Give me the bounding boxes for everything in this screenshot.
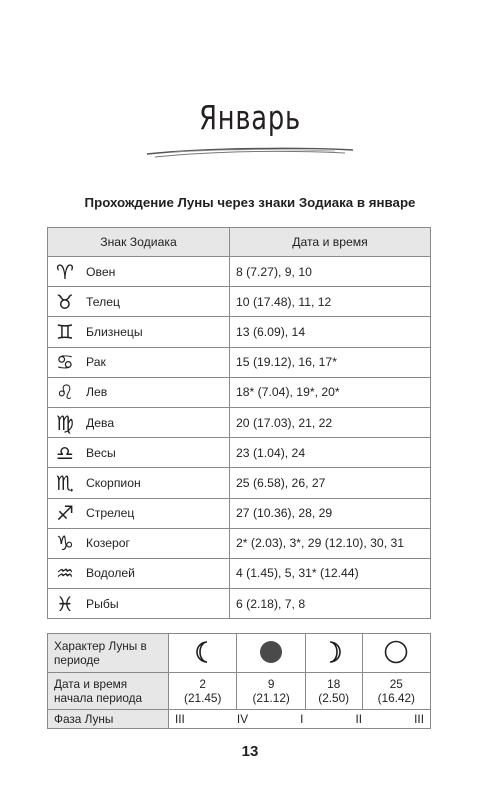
dates-cell: 10 (17.48), 11, 12 <box>230 287 431 317</box>
moon-character-row <box>48 634 431 673</box>
phase-date: 18 (2.50) <box>305 673 362 710</box>
table-row <box>48 589 431 619</box>
zodiac-table <box>47 227 431 619</box>
sign-cell <box>48 407 230 437</box>
moon-phase-row <box>48 710 431 729</box>
dates-cell: 23 (1.04), 24 <box>230 438 431 468</box>
phase-numerals <box>169 710 431 729</box>
sign-name: Лев <box>86 385 108 400</box>
sign-cell <box>48 377 230 407</box>
sign-cell <box>48 347 230 377</box>
table-header-row <box>48 228 431 257</box>
sign-cell <box>48 589 230 619</box>
table-row <box>48 257 431 287</box>
table-row <box>48 347 431 377</box>
phase-date: 25 (16.42) <box>362 673 430 710</box>
dates-cell: 25 (6.58), 26, 27 <box>230 468 431 498</box>
table-row <box>48 558 431 588</box>
new-moon-icon <box>237 634 305 673</box>
cancer-icon: ♋ <box>56 350 74 375</box>
waxing-crescent-icon <box>305 634 362 673</box>
aries-icon: ♈ <box>56 259 74 284</box>
table-row <box>48 317 431 347</box>
waning-crescent-icon <box>169 634 237 673</box>
sign-name: Рак <box>86 355 106 370</box>
sign-name: Овен <box>86 264 116 279</box>
dates-cell: 2* (2.03), 3*, 29 (12.10), 30, 31 <box>230 528 431 558</box>
sign-cell <box>48 468 230 498</box>
phase-date: 2 (21.45) <box>169 673 237 710</box>
sign-cell <box>48 257 230 287</box>
sign-cell <box>48 558 230 588</box>
header-dates: Дата и время <box>230 228 431 257</box>
sign-name: Водолей <box>86 566 135 581</box>
dates-cell: 20 (17.03), 21, 22 <box>230 407 431 437</box>
sign-name: Весы <box>86 445 116 460</box>
header-sign: Знак Зодиака <box>48 228 230 257</box>
table-row <box>48 468 431 498</box>
sign-name: Стрелец <box>86 506 135 521</box>
sign-name: Козерог <box>86 536 130 551</box>
libra-icon: ♎ <box>56 440 74 465</box>
dates-cell: 4 (1.45), 5, 31* (12.44) <box>230 558 431 588</box>
phase-numeral: III <box>414 712 424 726</box>
taurus-icon: ♉ <box>56 289 74 314</box>
sign-cell <box>48 317 230 347</box>
sign-name: Телец <box>86 294 121 309</box>
sign-name: Рыбы <box>86 596 119 611</box>
sign-name: Дева <box>86 415 115 430</box>
dates-cell: 27 (10.36), 28, 29 <box>230 498 431 528</box>
table-row <box>48 377 431 407</box>
moon-date-label: Дата и время начала периода <box>48 673 169 710</box>
capricorn-icon: ♑ <box>56 531 74 556</box>
sagittarius-icon: ♐ <box>56 501 74 526</box>
table-row <box>48 528 431 558</box>
moon-date-row <box>48 673 431 710</box>
table-row <box>48 438 431 468</box>
aquarius-icon: ♒ <box>56 561 74 586</box>
moon-character-label: Характер Луны в периоде <box>48 634 169 673</box>
phase-date: 9 (21.12) <box>237 673 305 710</box>
leo-icon: ♌ <box>56 380 74 405</box>
pisces-icon: ♓ <box>56 591 74 616</box>
page-title: Январь <box>199 98 301 137</box>
table-row <box>48 407 431 437</box>
moon-phase-table <box>47 633 431 729</box>
phase-numeral: II <box>355 712 363 726</box>
phase-numeral: IV <box>236 712 249 726</box>
page-number: 13 <box>241 743 259 760</box>
sign-name: Скорпион <box>86 475 141 490</box>
sign-cell <box>48 287 230 317</box>
table-row <box>48 498 431 528</box>
dates-cell: 18* (7.04), 19*, 20* <box>230 377 431 407</box>
moon-phase-label: Фаза Луны <box>48 710 169 729</box>
full-moon-icon <box>362 634 430 673</box>
sign-cell <box>48 438 230 468</box>
table-row <box>48 287 431 317</box>
gemini-icon: ♊ <box>56 319 74 344</box>
phase-numeral: I <box>300 712 304 726</box>
virgo-icon: ♍ <box>56 410 74 435</box>
title-underline <box>145 144 355 160</box>
table-subtitle: Прохождение Луны через знаки Зодиака в январе <box>84 195 416 210</box>
dates-cell: 6 (2.18), 7, 8 <box>230 589 431 619</box>
dates-cell: 15 (19.12), 16, 17* <box>230 347 431 377</box>
dates-cell: 8 (7.27), 9, 10 <box>230 257 431 287</box>
sign-cell <box>48 498 230 528</box>
phase-numeral: III <box>175 712 185 726</box>
sign-cell <box>48 528 230 558</box>
sign-name: Близнецы <box>86 324 143 339</box>
scorpio-icon: ♏ <box>56 470 74 495</box>
dates-cell: 13 (6.09), 14 <box>230 317 431 347</box>
